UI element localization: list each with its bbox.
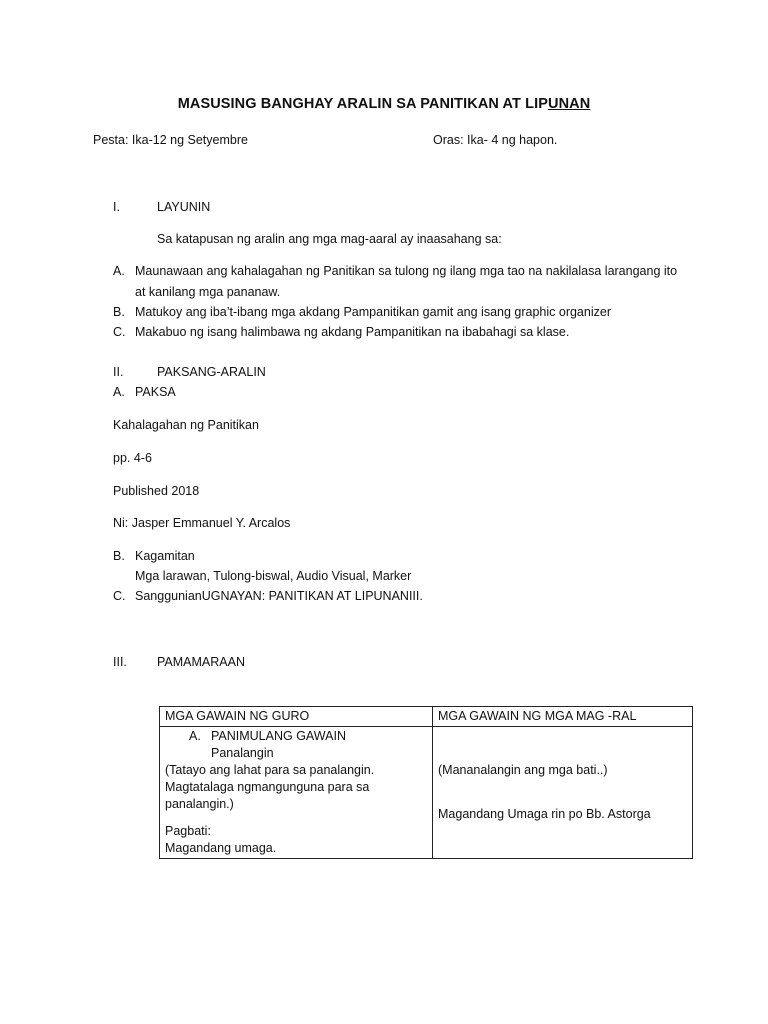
header-mag-aaral: MGA GAWAIN NG MGA MAG -RAL [433, 707, 693, 727]
objectives-intro: Sa katapusan ng aralin ang mga mag-aaral ay inaasahang sa: [157, 232, 502, 246]
pages-text: pp. 4-6 [113, 451, 152, 465]
table-row [160, 727, 693, 859]
objective-b-marker: B. [113, 305, 125, 319]
kagamitan-marker: B. [113, 549, 125, 563]
guro-instruction-3: panalangin.) [165, 797, 234, 811]
title-underlined: UNAN [548, 96, 591, 112]
guro-instruction-2: Magtatalaga ngmangunguna para sa [165, 780, 370, 794]
kagamitan-heading [113, 549, 195, 563]
document-title [0, 96, 768, 112]
section1-title: LAYUNIN [157, 200, 211, 214]
section3-title: PAMAMARAAN [157, 655, 245, 669]
sanggunian-text: SanggunianUGNAYAN: PANITIKAN AT LIPUNANIII. [135, 589, 423, 603]
spacer [438, 728, 687, 745]
panimula-marker: A. [189, 729, 201, 743]
title-main: MASUSING BANGHAY ARALIN SA PANITIKAN AT LIP [177, 96, 548, 112]
objective-b-text: Matukoy ang iba’t-ibang mga akdang Pampanitikan gamit ang isang graphic organizer [135, 305, 611, 319]
spacer [438, 745, 687, 762]
author-text: Ni: Jasper Emmanuel Y. Arcalos [113, 516, 291, 530]
topic-text: Kahalagahan ng Panitikan [113, 418, 259, 432]
objective-a-text: Maunawaan ang kahalagahan ng Panitikan sa tulong ng ilang mga tao na nakilalasa larangang ito [135, 264, 678, 278]
guro-greeting: Magandang umaga. [165, 841, 277, 855]
section3-heading [113, 655, 245, 669]
mag-aaral-response-1: (Mananalangin ang mga bati..) [438, 763, 608, 777]
paksa-heading [113, 385, 176, 399]
section3-numeral: III. [113, 655, 127, 669]
date-label: Pesta: Ika-12 ng Setyembre [93, 133, 248, 147]
time-label: Oras: Ika- 4 ng hapon. [433, 133, 558, 147]
guro-cell [160, 727, 433, 859]
objective-a-marker: A. [113, 264, 125, 278]
section2-heading [113, 365, 266, 379]
spacer [165, 813, 427, 823]
activities-table [159, 706, 693, 859]
section1-numeral: I. [113, 200, 120, 214]
section1-heading [113, 200, 210, 214]
spacer [438, 779, 687, 796]
spacer [438, 796, 687, 806]
guro-instruction-1: (Tatayo ang lahat para sa panalangin. [165, 763, 375, 777]
panimula-label: PANIMULANG GAWAIN [211, 729, 346, 743]
panimula-heading [165, 728, 427, 745]
section2-title: PAKSANG-ARALIN [157, 365, 266, 379]
objective-a-continuation: at kanilang mga pananaw. [135, 285, 281, 299]
kagamitan-items: Mga larawan, Tulong-biswal, Audio Visual, Marker [135, 569, 412, 583]
table-header-row [160, 707, 693, 727]
objective-c [113, 325, 569, 339]
objective-c-text: Makabuo ng isang halimbawa ng akdang Pampanitikan na ibabahagi sa klase. [135, 325, 570, 339]
objective-c-marker: C. [113, 325, 126, 339]
paksa-marker: A. [113, 385, 125, 399]
section2-numeral: II. [113, 365, 124, 379]
objective-b [113, 305, 611, 319]
mag-aaral-response-2: Magandang Umaga rin po Bb. Astorga [438, 807, 651, 821]
published-text: Published 2018 [113, 484, 200, 498]
kagamitan-label: Kagamitan [135, 549, 195, 563]
sanggunian-line [113, 589, 423, 603]
header-guro: MGA GAWAIN NG GURO [160, 707, 433, 727]
panalangin-label: Panalangin [211, 746, 274, 760]
sanggunian-marker: C. [113, 589, 126, 603]
pagbati-label: Pagbati: [165, 824, 211, 838]
paksa-label: PAKSA [135, 385, 176, 399]
objective-a [113, 264, 677, 278]
mag-aaral-cell [433, 727, 693, 859]
